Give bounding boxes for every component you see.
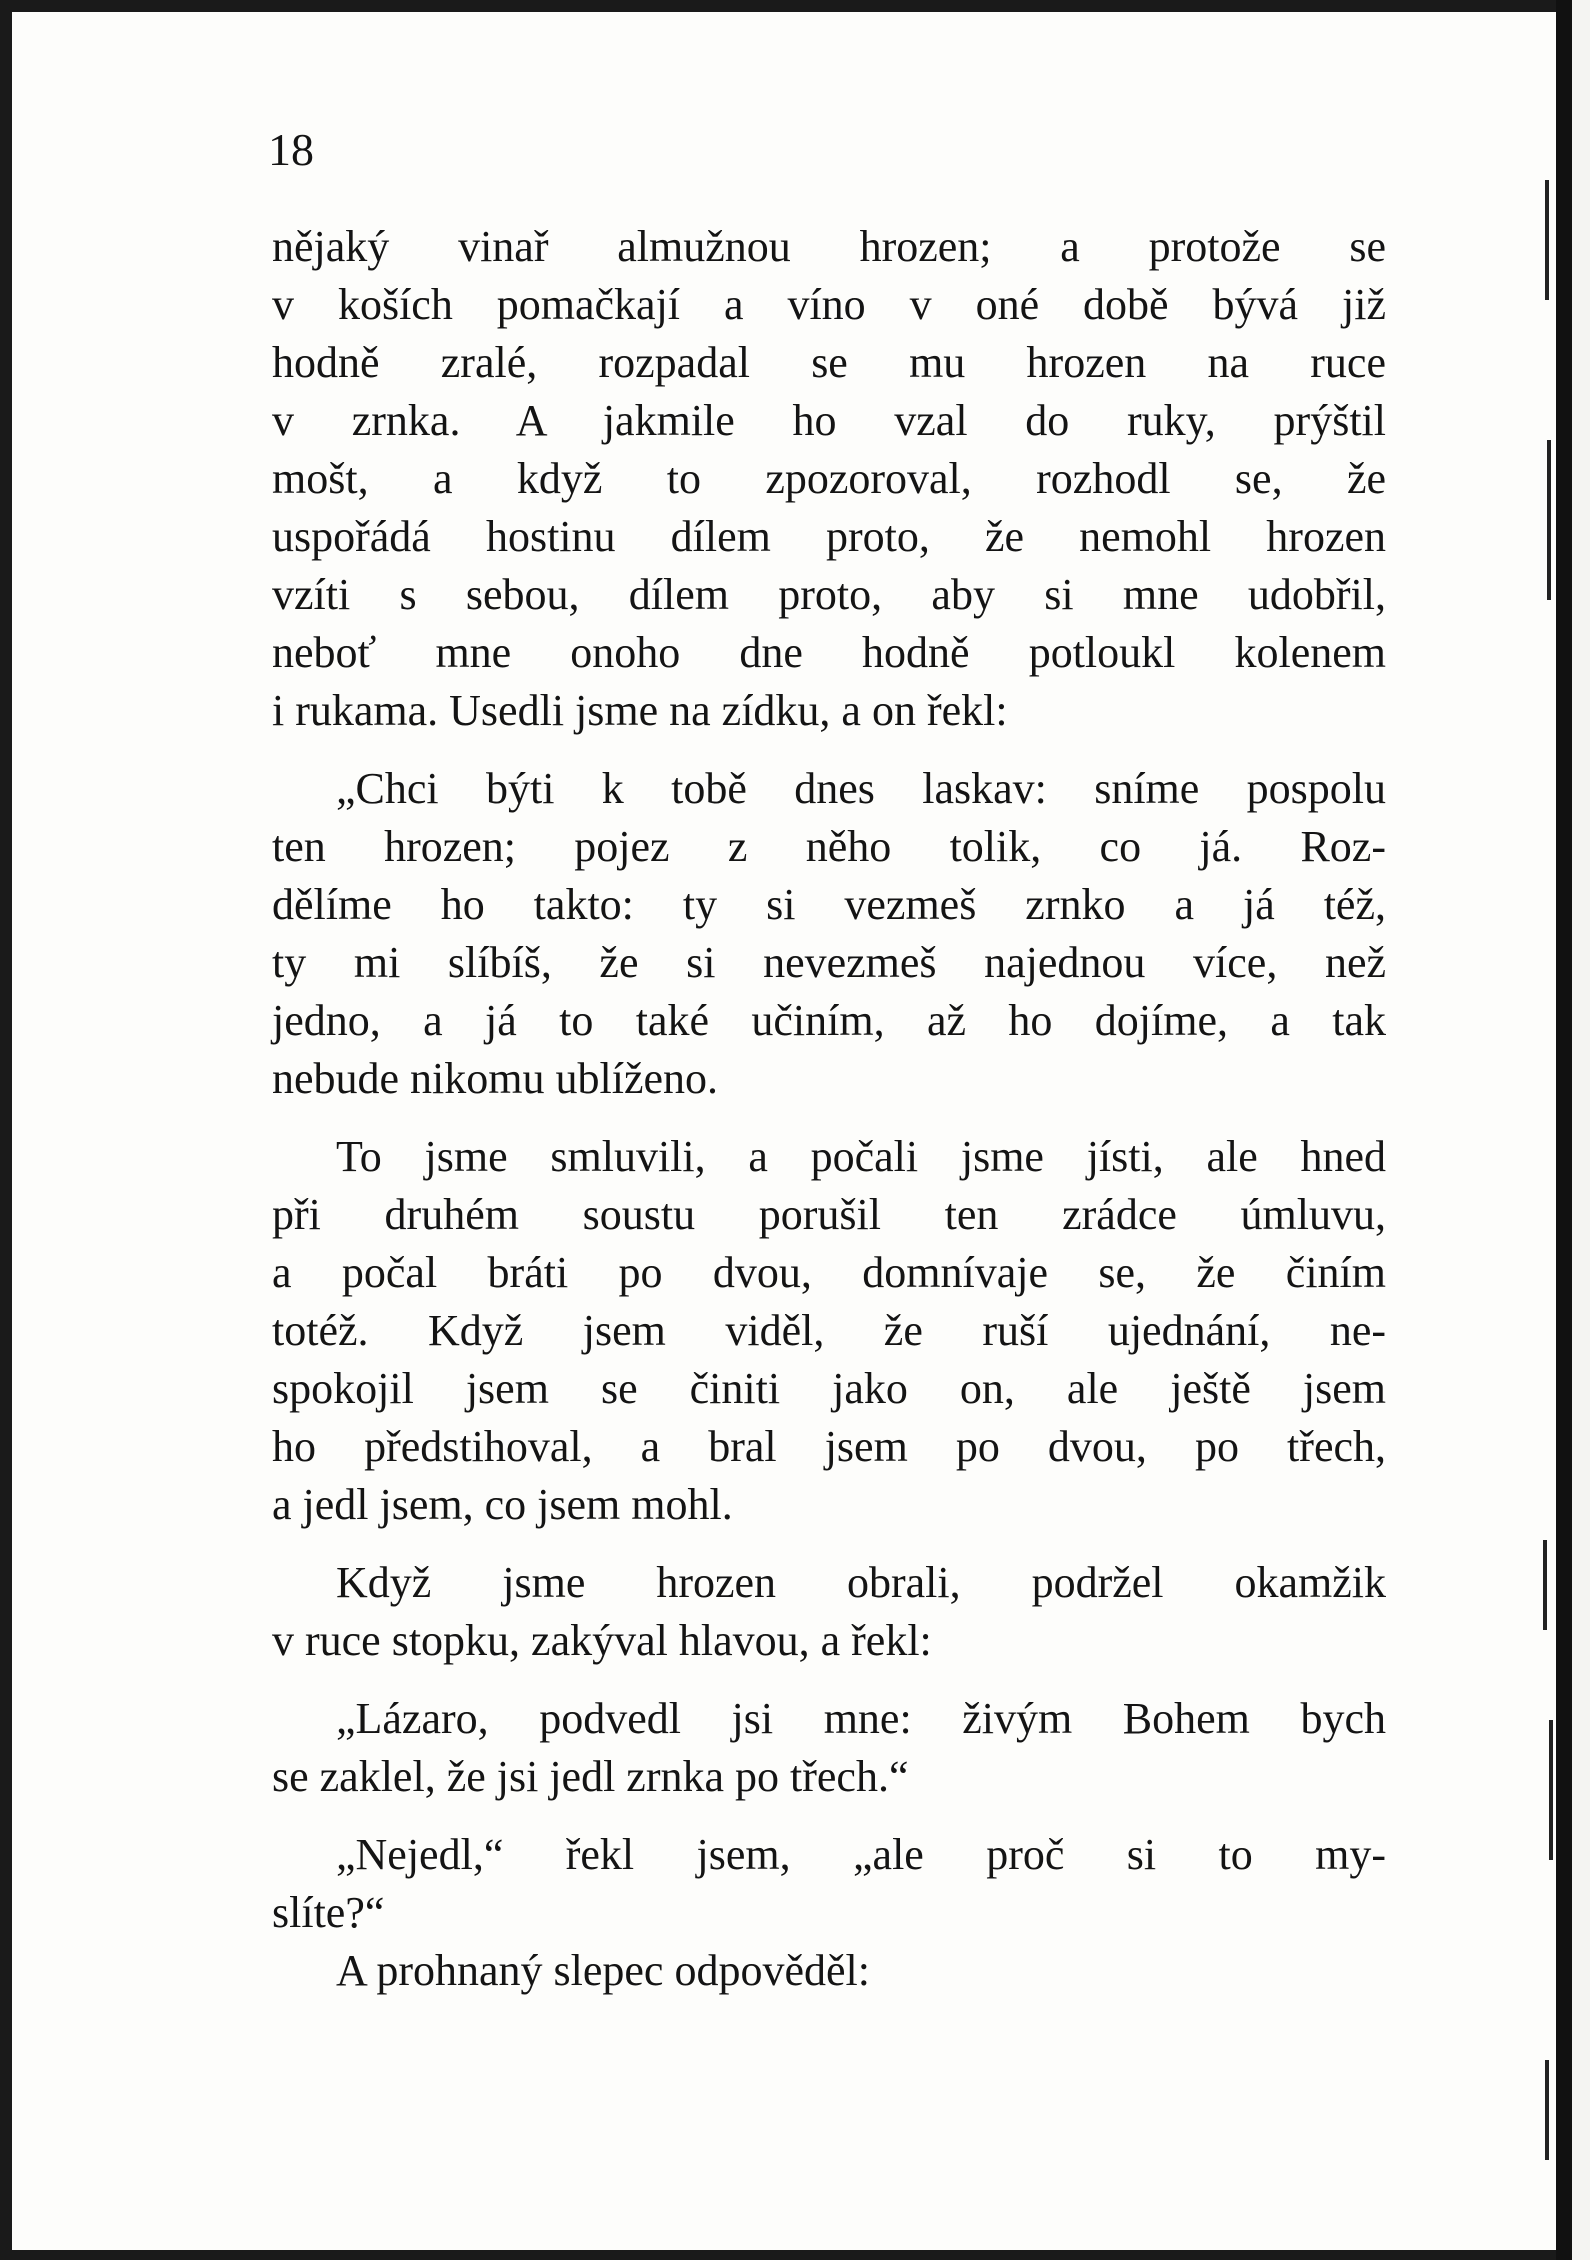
scan-border-top: [0, 0, 1560, 12]
paragraph-gap: [272, 740, 1386, 760]
scan-border-left: [0, 0, 12, 2260]
paragraph: [272, 760, 1386, 1108]
text-line: a počal bráti po dvou, domnívaje se, že činím: [272, 1248, 1386, 1297]
text-line: „Chci býti k tobě dnes laskav: sníme pospolu: [336, 764, 1386, 813]
text-line: A prohnaný slepec odpověděl:: [336, 1946, 870, 1995]
text-line: neboť mne onoho dne hodně potloukl kolenem: [272, 628, 1386, 677]
scan-margin-marks: [1455, 0, 1555, 2260]
body-text: [272, 218, 1386, 2000]
paragraph: [272, 1128, 1386, 1534]
paragraph: [272, 1690, 1386, 1806]
scan-border-right: [1556, 0, 1572, 2260]
text-line: nějaký vinař almužnou hrozen; a protože se: [272, 222, 1386, 271]
text-line: „Lázaro, podvedl jsi mne: živým Bohem bych: [336, 1694, 1386, 1743]
scan-gutter: [1572, 0, 1590, 2260]
text-line: uspořádá hostinu dílem proto, že nemohl hrozen: [272, 512, 1386, 561]
paragraph: [272, 1942, 1386, 2000]
text-line: v koších pomačkají a víno v oné době bývá již: [272, 280, 1386, 329]
paragraph-gap: [272, 1670, 1386, 1690]
paragraph: [272, 218, 1386, 740]
text-line: ho předstihoval, a bral jsem po dvou, po třech,: [272, 1422, 1386, 1471]
text-line: i rukama. Usedli jsme na zídku, a on řekl:: [272, 686, 1008, 735]
text-line: nebude nikomu ublíženo.: [272, 1054, 719, 1103]
text-line: a jedl jsem, co jsem mohl.: [272, 1480, 733, 1529]
paragraph: [272, 1554, 1386, 1670]
text-line: dělíme ho takto: ty si vezmeš zrnko a já též,: [272, 880, 1386, 929]
paragraph-gap: [272, 1806, 1386, 1826]
scan-border-bottom: [0, 2250, 1560, 2260]
text-line: Když jsme hrozen obrali, podržel okamžik: [336, 1558, 1386, 1607]
text-line: To jsme smluvili, a počali jsme jísti, ale hned: [336, 1132, 1386, 1181]
text-line: se zaklel, že jsi jedl zrnka po třech.“: [272, 1752, 909, 1801]
text-line: mošt, a když to zpozoroval, rozhodl se, že: [272, 454, 1386, 503]
text-line: hodně zralé, rozpadal se mu hrozen na ruce: [272, 338, 1386, 387]
text-line: slíte?“: [272, 1888, 385, 1937]
page-number: 18: [268, 124, 314, 175]
text-line: v ruce stopku, zakýval hlavou, a řekl:: [272, 1616, 932, 1665]
text-line: „Nejedl,“ řekl jsem, „ale proč si to my-: [336, 1830, 1386, 1879]
paragraph-gap: [272, 1108, 1386, 1128]
paragraph: [272, 1826, 1386, 1942]
paragraph-gap: [272, 1534, 1386, 1554]
text-line: totéž. Když jsem viděl, že ruší ujednání, ne-: [272, 1306, 1386, 1355]
text-line: jedno, a já to také učiním, až ho dojíme, a tak: [272, 996, 1386, 1045]
text-line: při druhém soustu porušil ten zrádce úmluvu,: [272, 1190, 1386, 1239]
text-line: ten hrozen; pojez z něho tolik, co já. Roz-: [272, 822, 1386, 871]
text-line: ty mi slíbíš, že si nevezmeš najednou více, než: [272, 938, 1386, 987]
text-line: vzíti s sebou, dílem proto, aby si mne udobřil,: [272, 570, 1386, 619]
text-line: v zrnka. A jakmile ho vzal do ruky, prýštil: [272, 396, 1386, 445]
text-line: spokojil jsem se činiti jako on, ale ještě jsem: [272, 1364, 1386, 1413]
